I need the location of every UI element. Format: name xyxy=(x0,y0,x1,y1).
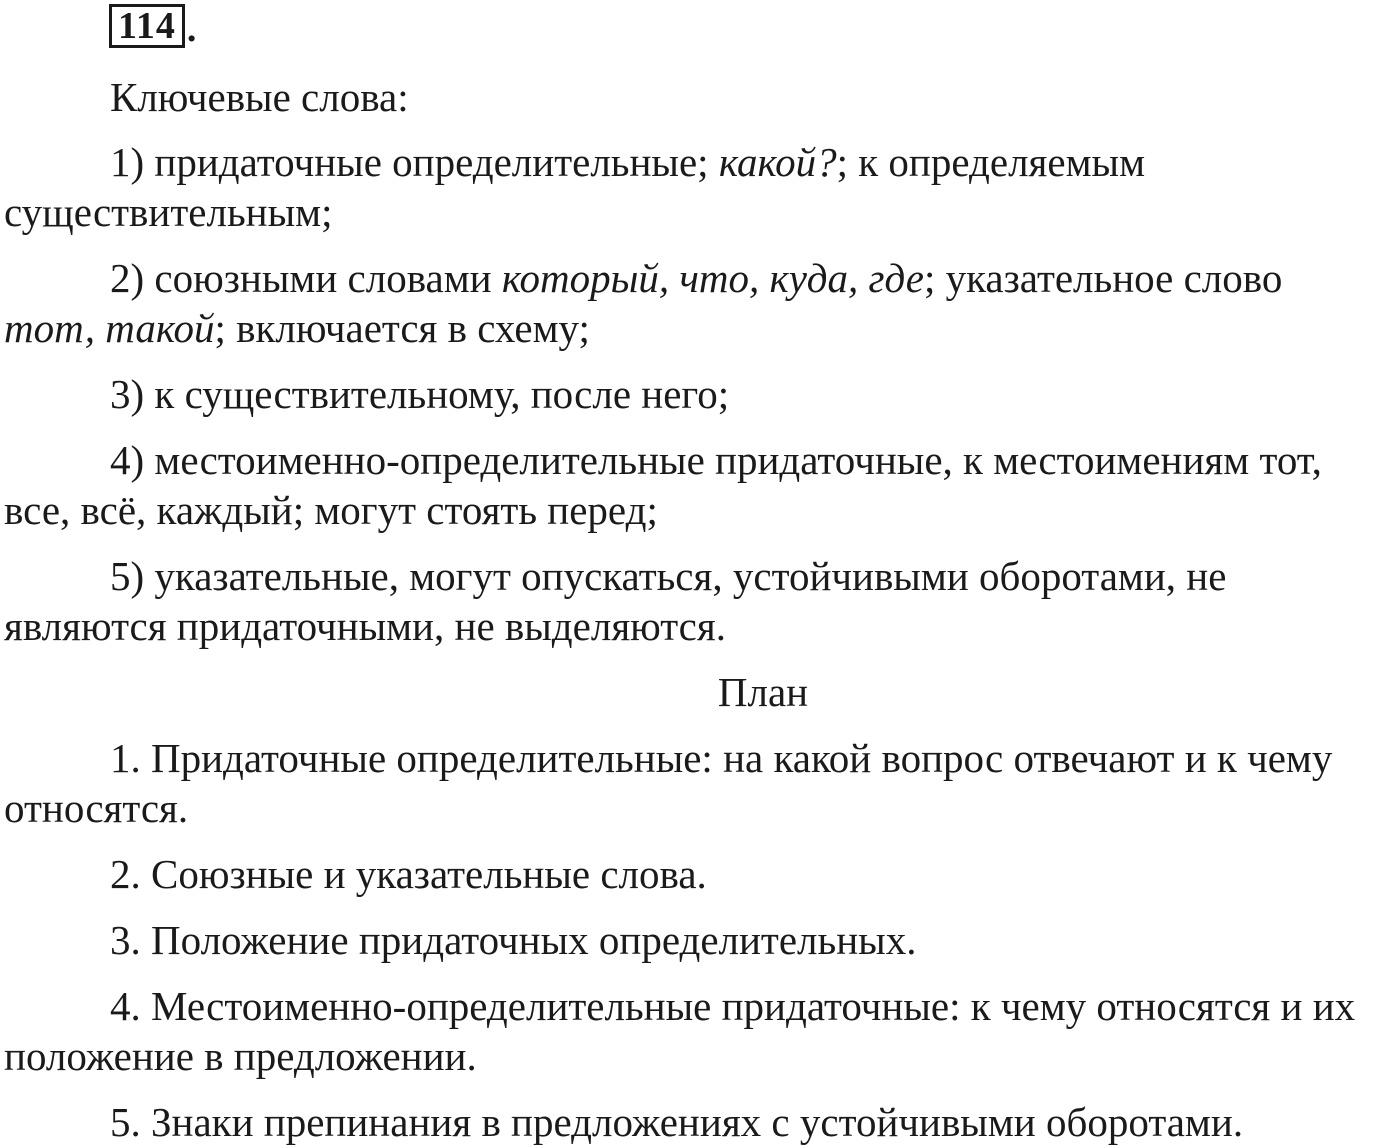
plan-item-4-line2: положение в предложении. xyxy=(4,1033,477,1079)
keyword-item-4-line2: все, всё, каждый; могут стоять перед; xyxy=(4,487,658,533)
plan-item-3 xyxy=(4,915,1398,965)
keyword-item-2 xyxy=(4,253,1398,303)
keyword-item-5 xyxy=(4,551,1398,601)
keyword-item-2-part-b: ; указательное слово xyxy=(923,255,1283,301)
keyword-item-1-part-a: 1) придаточные определительные; xyxy=(110,139,719,185)
keyword-item-1-question: какой? xyxy=(718,139,837,185)
keywords-heading xyxy=(4,72,1398,122)
keyword-item-1-text xyxy=(110,139,1145,185)
keyword-item-2-demonstratives: тот, такой xyxy=(4,305,215,351)
exercise-number-dot: . xyxy=(186,8,197,50)
plan-item-1 xyxy=(4,733,1398,783)
plan-item-4-cont xyxy=(4,1031,1398,1081)
keyword-item-1-cont xyxy=(4,187,1398,237)
exercise-number xyxy=(109,4,196,48)
keyword-item-5-line1: 5) указательные, могут опускаться, устойчивыми оборотами, не xyxy=(110,553,1227,599)
plan-item-1-line2: относятся. xyxy=(4,785,189,831)
plan-item-1-line1: 1. Придаточные определительные: на какой вопрос отвечают и к чему xyxy=(110,735,1333,781)
plan-item-1-cont xyxy=(4,783,1398,833)
keyword-item-2-line2: ; включается в схему; xyxy=(214,305,590,351)
keyword-item-2-part-a: 2) союзными словами xyxy=(110,255,502,301)
keywords-heading-text: Ключевые слова: xyxy=(110,74,409,120)
plan-item-2-text: 2. Союзные и указательные слова. xyxy=(110,851,707,897)
plan-heading xyxy=(0,667,1400,717)
plan-item-4-line1: 4. Местоименно-определительные придаточные: к чему относятся и их xyxy=(110,983,1356,1029)
plan-item-4 xyxy=(4,981,1398,1031)
keyword-item-4-line1: 4) местоименно-определительные придаточные, к местоимениям тот, xyxy=(110,437,1322,483)
keyword-item-1 xyxy=(4,137,1398,187)
keyword-item-2-conjunctive-words: который, что, куда, где xyxy=(501,255,924,301)
keyword-item-5-line2: являются придаточными, не выделяются. xyxy=(4,603,726,649)
plan-item-5-text: 5. Знаки препинания в предложениях с устойчивыми оборотами. xyxy=(110,1099,1244,1145)
exercise-number-box: 114 xyxy=(109,4,185,48)
keyword-item-3-text: 3) к существительному, после него; xyxy=(110,371,730,417)
keyword-item-3 xyxy=(4,369,1398,419)
keyword-item-4-cont xyxy=(4,485,1398,535)
keyword-item-1-line2: существительным; xyxy=(4,189,333,235)
plan-item-5 xyxy=(4,1097,1398,1147)
keyword-item-5-cont xyxy=(4,601,1398,651)
keyword-item-4 xyxy=(4,435,1398,485)
plan-heading-text: План xyxy=(717,669,809,715)
keyword-item-1-part-b: ; к определяемым xyxy=(836,139,1146,185)
plan-item-2 xyxy=(4,849,1398,899)
keyword-item-2-cont xyxy=(4,303,1398,353)
plan-item-3-text: 3. Положение придаточных определительных. xyxy=(110,917,917,963)
